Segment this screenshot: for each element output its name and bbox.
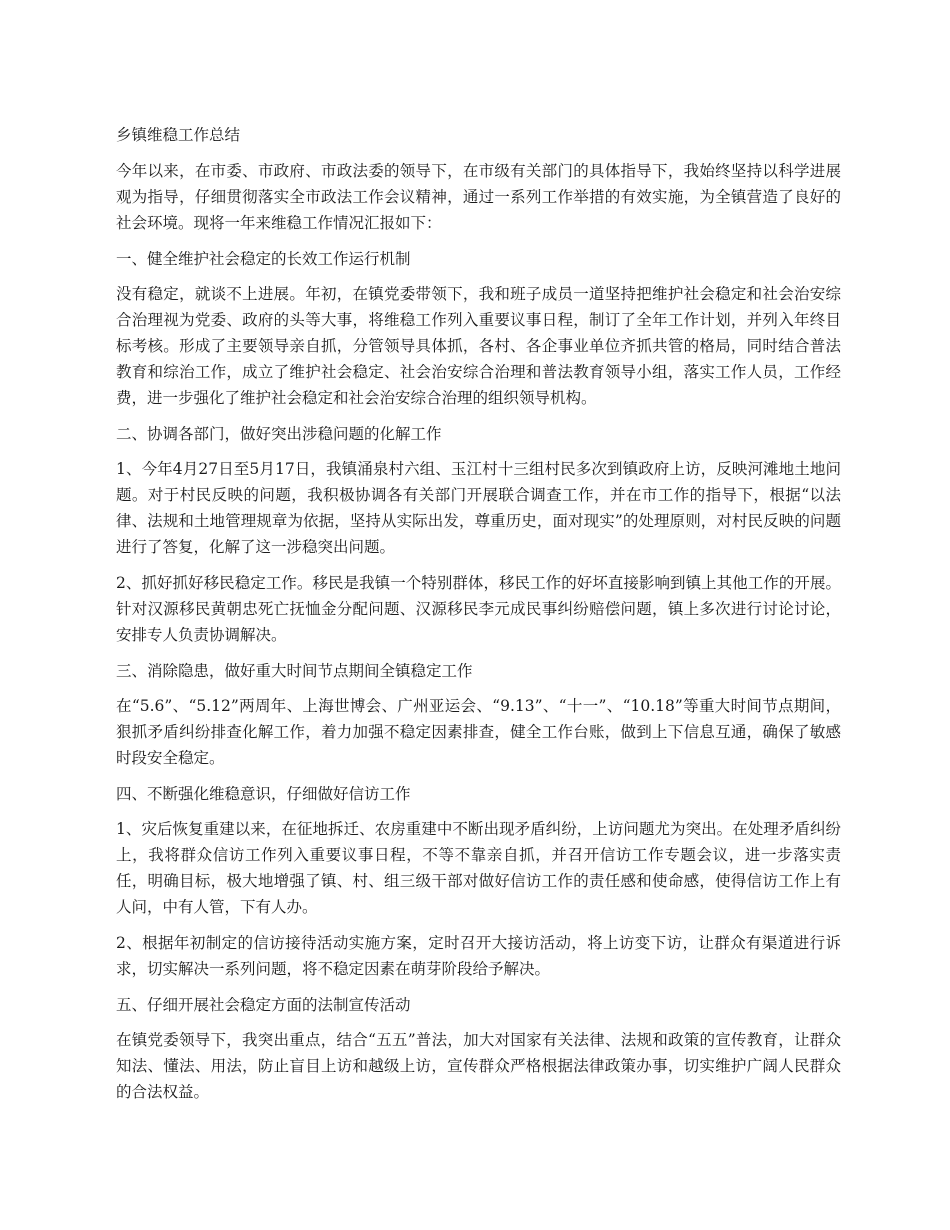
section-2-paragraph-2: 2、抓好抓好移民稳定工作。移民是我镇一个特别群体，移民工作的好坏直接影响到镇上其他工作的开展。针对汉源移民黄朝忠死亡抚恤金分配问题、汉源移民李元成民事纠纷赔偿问题，镇上多次进行讨论讨论，安排专人负责协调解决。 (116, 574, 841, 644)
section-3-paragraph-1: 在“5.6”、“5.12”两周年、上海世博会、广州亚运会、“9.13”、“十一”、“10.18”等重大时间节点期间，狠抓矛盾纠纷排查化解工作，着力加强不稳定因素排查，健全工作台账，做到上下信息互通，确保了敏感时段安全稳定。 (116, 697, 841, 767)
section-1-heading: 一、健全维护社会稳定的长效工作运行机制 (116, 250, 411, 268)
section-4-heading: 四、不断强化维稳意识，仔细做好信访工作 (116, 785, 411, 803)
intro-paragraph: 今年以来，在市委、市政府、市政法委的领导下，在市级有关部门的具体指导下，我始终坚持以科学进展观为指导，仔细贯彻落实全市政法工作会议精神，通过一系列工作举措的有效实施，为全镇营造了良好的社会环境。现将一年来维稳工作情况汇报如下： (116, 162, 841, 232)
document-body (116, 122, 841, 1115)
section-5-heading: 五、仔细开展社会稳定方面的法制宣传活动 (116, 996, 411, 1014)
section-3-heading: 三、消除隐患，做好重大时间节点期间全镇稳定工作 (116, 662, 473, 680)
section-5-paragraph-1: 在镇党委领导下，我突出重点，结合“五五”普法，加大对国家有关法律、法规和政策的宣传教育，让群众知法、懂法、用法，防止盲目上访和越级上访，宣传群众严格根据法律政策办事，切实维护广阔人民群众的合法权益。 (116, 1031, 841, 1101)
section-4-paragraph-1: 1、灾后恢复重建以来，在征地拆迁、农房重建中不断出现矛盾纠纷，上访问题尤为突出。在处理矛盾纠纷上，我将群众信访工作列入重要议事日程，不等不靠亲自抓，并召开信访工作专题会议，进一步落实责任，明确目标，极大地增强了镇、村、组三级干部对做好信访工作的责任感和使命感，使得信访工作上有人问，中有人管，下有人办。 (116, 820, 841, 916)
document-title: 乡镇维稳工作总结 (116, 126, 241, 144)
section-4-paragraph-2: 2、根据年初制定的信访接待活动实施方案，定时召开大接访活动，将上访变下访，让群众有渠道进行诉求，切实解决一系列问题，将不稳定因素在萌芽阶段给予解决。 (116, 934, 841, 978)
section-1-paragraph-1: 没有稳定，就谈不上进展。年初，在镇党委带领下，我和班子成员一道坚持把维护社会稳定和社会治安综合治理视为党委、政府的头等大事，将维稳工作列入重要议事日程，制订了全年工作计划，并列入年终目标考核。形成了主要领导亲自抓，分管领导具体抓，各村、各企事业单位齐抓共管的格局，同时结合普法教育和综治工作，成立了维护社会稳定、社会治安综合治理和普法教育领导小组，落实工作人员，工作经费，进一步强化了维护社会稳定和社会治安综合治理的组织领导机构。 (116, 285, 841, 407)
section-2-heading: 二、协调各部门，做好突出涉稳问题的化解工作 (116, 425, 442, 443)
section-2-paragraph-1: 1、今年4月27日至5月17日，我镇涌泉村六组、玉江村十三组村民多次到镇政府上访，反映河滩地土地问题。对于村民反映的问题，我积极协调各有关部门开展联合调查工作，并在市工作的指导下，根据“以法律、法规和土地管理规章为依据，坚持从实际出发，尊重历史，面对现实”的处理原则，对村民反映的问题进行了答复，化解了这一涉稳突出问题。 (116, 460, 841, 556)
